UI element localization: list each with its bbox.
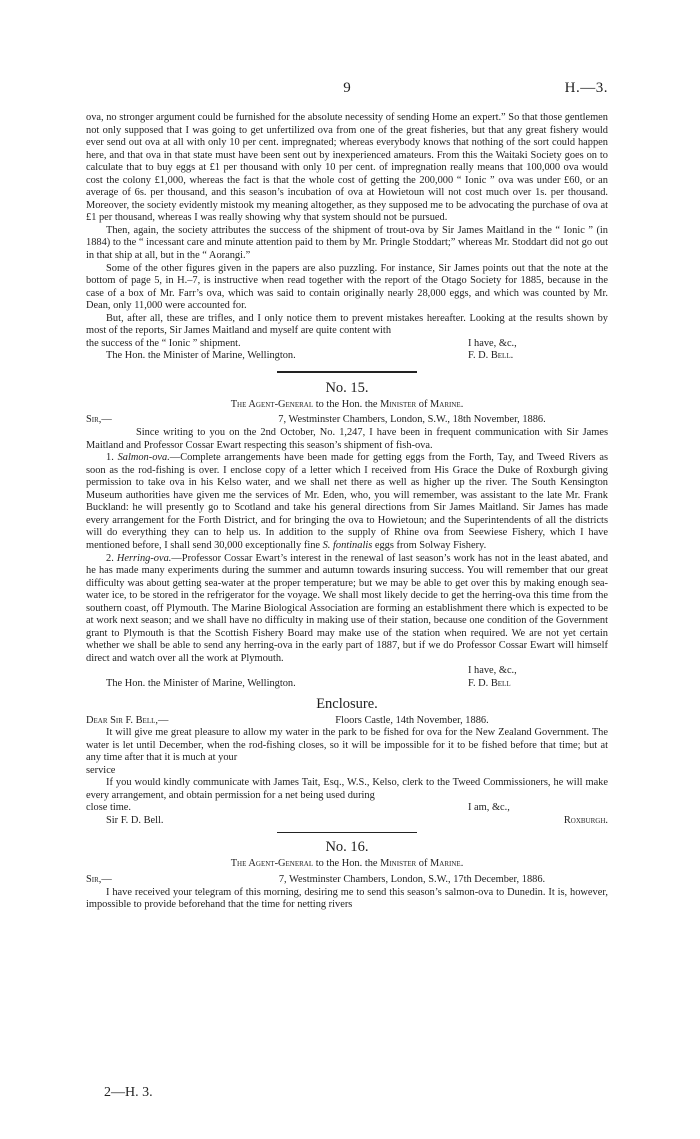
paragraph-last-line: close time. <box>86 802 132 814</box>
recipient: Minister <box>380 398 417 410</box>
paragraph: Since writing to you on the 2nd October, No. 1,247, I have been in frequent communication with Sir James Maitland and Professor Cossar Ewart respecting this season’s shipment of fish-ova. <box>86 427 608 451</box>
closing: I have, &c., <box>468 337 517 349</box>
page-number: 9 <box>343 80 351 96</box>
addressee: Sir F. D. Bell. <box>106 814 164 826</box>
from-to-connector: to the Hon. the <box>313 398 381 410</box>
closing-line <box>86 802 608 815</box>
salutation-line <box>86 715 608 728</box>
from-to-connector: . <box>460 398 464 410</box>
letter-address: 7, Westminster Chambers, London, S.W., 17th December, 1886. <box>278 873 546 885</box>
section-divider <box>277 832 417 833</box>
from-to-connector: of <box>416 398 431 410</box>
signature-block <box>86 350 608 363</box>
salutation: Dear Sir F. Bell,— <box>86 714 169 726</box>
from-to-connector: . <box>460 858 464 870</box>
enclosure-heading: Enclosure. <box>316 695 378 712</box>
paragraph: I have received your telegram of this morning, desiring me to send this season’s salmon-ova to Dunedin. It is, however, impossible to provide beforehand that the time for netting rivers <box>86 886 608 911</box>
closing: I am, &c., <box>468 802 510 814</box>
item-text: —Professor Cossar Ewart’s interest in the renewal of last season’s work has not in the least abated, and he has made many experiments during the summer and autumn towards insuring success. You will remember that our great difficulty was about getting sea-water at the proper temperature; but we may be able to get over this by making enough sea-water ice, to be stored in the refrigerator for the voyage. We shall most likely decide to get the herring-ova this time from the southern coast, off Plymouth. The Marine Biological Association are forming an establishment there which is expected to be at work next season; and we shall have no difficulty in making use of their station, because one condition of the Government grant to Plymouth is that the Scottish Fishery Board may make use of the station when required. We are not yet certain whether we shall be able to send any herring-ova in the early part of 1887, but if we do Professor Cossar Ewart will himself direct and watch over all the work at Plymouth. <box>86 552 609 664</box>
signature-block <box>86 815 608 828</box>
sender: The Agent-General <box>230 858 314 870</box>
closing: I have, &c., <box>468 665 517 677</box>
salutation: Sir,— <box>86 873 112 885</box>
salutation-line <box>86 874 608 887</box>
from-to-connector: of <box>416 858 431 870</box>
item-title: Herring-ova. <box>116 552 172 564</box>
salutation: Sir,— <box>86 414 112 426</box>
from-to-connector: to the Hon. the <box>313 858 381 870</box>
letter-heading: No. 15. <box>325 379 369 396</box>
item-number: 1. <box>106 452 118 464</box>
signature-block <box>86 678 608 691</box>
item-title: Salmon-ova. <box>117 452 170 464</box>
letter-from-to <box>86 399 608 412</box>
letter-address: 7, Westminster Chambers, London, S.W., 18th November, 1886. <box>278 414 546 426</box>
signature: F. D. Bell. <box>468 350 514 362</box>
recipient-department: Marine <box>430 858 461 870</box>
signature: F. D. Bell <box>468 677 511 689</box>
letter-address: Floors Castle, 14th November, 1886. <box>335 714 489 726</box>
signature-mark: 2—H. 3. <box>104 1085 153 1100</box>
paragraph-herring-ova <box>86 553 608 666</box>
document-reference: H.—3. <box>564 80 608 96</box>
sender: The Agent-General <box>230 398 314 410</box>
enclosure <box>86 695 608 828</box>
signature: Roxburgh. <box>563 814 608 826</box>
recipient: Minister <box>380 858 417 870</box>
salutation-line <box>86 414 608 427</box>
letter-14-tail <box>86 112 608 363</box>
paragraph: It will give me great pleasure to allow my water in the park to be fished for ova for the New Zealand Government. The water is let until December, when the rod-fishing closes, so it will be impossible for it to be fished before that time; but at any time after that it is much at your <box>86 727 608 764</box>
paragraph: Then, again, the society attributes the success of the shipment of trout-ova by Sir James Maitland in the “ Ionic ” (in 1884) to the “ incessant care and minute attention paid to them by Mr. Pringle Stoddart;” whereas Mr. Stoddart did not go out in that ship at all, but in the “ Aorangi.” <box>86 224 608 262</box>
species-name: S. fontinalis <box>322 539 373 551</box>
item-text: —Complete arrangements have been made for getting eggs from the Forth, Tay, and Tweed Rivers as soon as the rod-fishing is over. I enclose copy of a letter which I received from His Grace the Duke of Roxburgh giving permission to take ova in his Kelso water, and we shall net there as well as higher up the river. The South Kensington Museum authorities have given me the services of Mr. Eden, who, you will remember, was assistant to the late Mr. Frank Buckland: he will presently go to Scotland and take his general directions from Sir James Maitland. Sir James has made every arrangement for the Forth District, and for bringing the ova to Howietoun; and the Superintendents of all the districts will do everything they can to help us. In addition to the supply of Rhine ova from Seewiese Fishery, which I have mentioned before, I shall send 30,000 exceptionally fine <box>86 452 608 551</box>
paragraph: If you would kindly communicate with James Tait, Esq., W.S., Kelso, clerk to the Tweed Commissioners, he will make every arrangement, and obtain permission for a net being used during <box>86 777 608 801</box>
closing-line <box>86 665 608 678</box>
letter-15 <box>86 379 608 691</box>
letter-from-to <box>86 858 608 871</box>
addressee: The Hon. the Minister of Marine, Wellington. <box>106 350 296 362</box>
section-divider <box>277 371 417 373</box>
recipient-department: Marine <box>430 398 461 410</box>
paragraph-last-line: the success of the “ Ionic ” shipment. <box>86 337 241 349</box>
paragraph: But, after all, these are trifles, and I only notice them to prevent mistakes hereafter. Looking at the results shown by most of the reports, Sir James Maitland and myself are quite content with <box>86 312 608 337</box>
paragraph-salmon-ova <box>86 452 608 552</box>
letter-16 <box>86 838 608 911</box>
item-number: 2. <box>106 552 117 564</box>
addressee: The Hon. the Minister of Marine, Wellington. <box>106 677 296 689</box>
closing-line <box>86 338 608 351</box>
paragraph: Some of the other figures given in the papers are also puzzling. For instance, Sir James points out that the note at the bottom of page 5, in H.–7, is instructive when read together with the report of the Otago Society for 1885, because in the case of a box of Mr. Farr’s ova, which was said to contain originally nearly 28,000 eggs, and which was counted by Mr. Dean, only 11,000 were accounted for. <box>86 262 608 312</box>
item-text: eggs from Solway Fishery. <box>372 539 487 551</box>
paragraph: ova, no stronger argument could be furnished for the absolute necessity of sending Home an expert.” So that those gentlemen not only supposed that I was going to get unfertilized ova from one of the great fisheries, but that any great fishery would ever send out ova at all with only 10 per cent. impregnated; whereas everybody knows that nothing of the sort could happen here, and that ova in that state must have been sent out by inexperienced amateurs. From this the Waitaki Society goes on to calculate that to buy eggs at £1 per thousand with only 10 per cent. of impregnation really means that 100,000 ova would cost the colony £1,000, whereas the fact is that the whole cost of getting the 200,000 “ Ionic ” ova was under £60, or an average of 6s. per thousand, and this season’s incubation of ova at Howietoun will not cost much over 1s. per thousand. Moreover, the society evidently mistook my meaning altogether, as they supposed me to be advocating the purchase of ova at £1 per thousand, whereas I was really showing why that system should not be pursued. <box>86 112 608 224</box>
letter-heading: No. 16. <box>325 839 369 856</box>
page-body <box>86 112 608 912</box>
paragraph-continuation: service <box>86 764 116 776</box>
page-header <box>86 82 608 102</box>
